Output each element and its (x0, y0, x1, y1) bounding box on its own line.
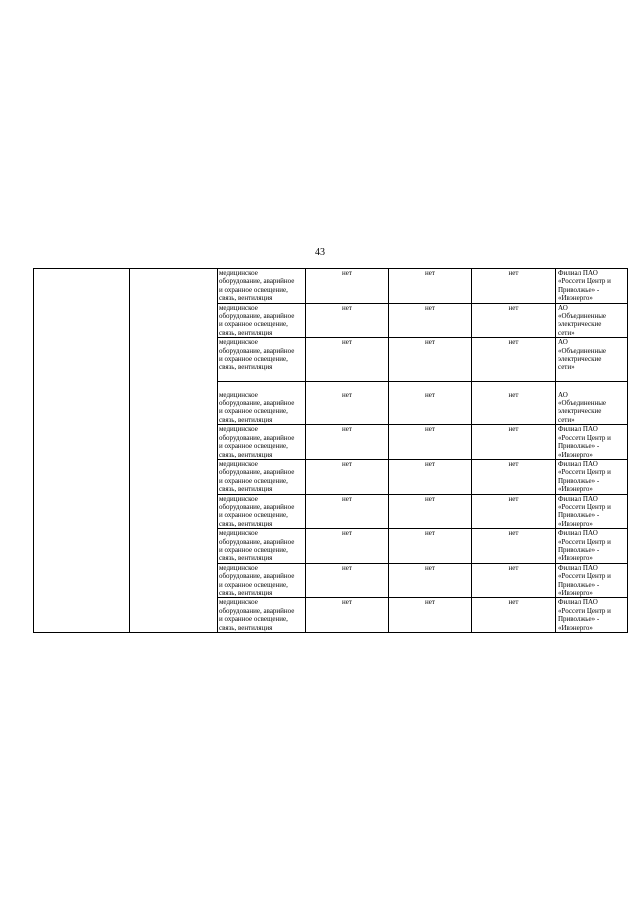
organization-cell: АО «Объединенные электрические сети» (556, 382, 628, 425)
description-cell: медицинское оборудование, аварийное и охранное освещение, связь, вентиляция (218, 598, 306, 633)
value-cell-2: нет (389, 494, 472, 529)
value-cell-2: нет (389, 382, 472, 425)
value-cell-3: нет (472, 459, 556, 494)
description-cell: медицинское оборудование, аварийное и охранное освещение, связь, вентиляция (218, 425, 306, 460)
organization-cell: Филиал ПАО «Россети Центр и Приволжье» - «Ивэнерго» (556, 529, 628, 564)
description-cell: медицинское оборудование, аварийное и охранное освещение, связь, вентиляция (218, 529, 306, 564)
table-body (34, 269, 628, 633)
value-cell-3: нет (472, 598, 556, 633)
value-cell-3: нет (472, 338, 556, 382)
page-number: 43 (315, 247, 325, 258)
merged-cell-second (130, 269, 218, 633)
organization-cell: АО «Объединенные электрические сети» (556, 303, 628, 338)
value-cell-1: нет (306, 303, 389, 338)
value-cell-1: нет (306, 425, 389, 460)
value-cell-3: нет (472, 425, 556, 460)
organization-cell: Филиал ПАО «Россети Центр и Приволжье» - «Ивэнерго» (556, 459, 628, 494)
value-cell-2: нет (389, 459, 472, 494)
description-cell: медицинское оборудование, аварийное и охранное освещение, связь, вентиляция (218, 338, 306, 382)
value-cell-1: нет (306, 598, 389, 633)
value-cell-1: нет (306, 459, 389, 494)
organization-cell: АО «Объединенные электрические сети» (556, 338, 628, 382)
value-cell-2: нет (389, 563, 472, 598)
merged-cell-left (34, 269, 130, 633)
value-cell-1: нет (306, 529, 389, 564)
value-cell-3: нет (472, 269, 556, 304)
value-cell-1: нет (306, 382, 389, 425)
value-cell-2: нет (389, 529, 472, 564)
organization-cell: Филиал ПАО «Россети Центр и Приволжье» - «Ивэнерго» (556, 598, 628, 633)
value-cell-2: нет (389, 598, 472, 633)
value-cell-1: нет (306, 338, 389, 382)
value-cell-2: нет (389, 338, 472, 382)
value-cell-2: нет (389, 303, 472, 338)
description-cell: медицинское оборудование, аварийное и охранное освещение, связь, вентиляция (218, 459, 306, 494)
table-row (34, 269, 628, 304)
organization-cell: Филиал ПАО «Россети Центр и Приволжье» - «Ивэнерго» (556, 269, 628, 304)
value-cell-3: нет (472, 529, 556, 564)
value-cell-3: нет (472, 303, 556, 338)
data-table (33, 268, 628, 633)
organization-cell: Филиал ПАО «Россети Центр и Приволжье» - «Ивэнерго» (556, 425, 628, 460)
description-cell: медицинское оборудование, аварийное и охранное освещение, связь, вентиляция (218, 494, 306, 529)
description-cell: медицинское оборудование, аварийное и охранное освещение, связь, вентиляция (218, 382, 306, 425)
organization-cell: Филиал ПАО «Россети Центр и Приволжье» - «Ивэнерго» (556, 563, 628, 598)
value-cell-1: нет (306, 494, 389, 529)
value-cell-2: нет (389, 269, 472, 304)
value-cell-1: нет (306, 563, 389, 598)
organization-cell: Филиал ПАО «Россети Центр и Приволжье» - «Ивэнерго» (556, 494, 628, 529)
value-cell-3: нет (472, 494, 556, 529)
description-cell: медицинское оборудование, аварийное и охранное освещение, связь, вентиляция (218, 303, 306, 338)
value-cell-3: нет (472, 382, 556, 425)
description-cell: медицинское оборудование, аварийное и охранное освещение, связь, вентиляция (218, 269, 306, 304)
description-cell: медицинское оборудование, аварийное и охранное освещение, связь, вентиляция (218, 563, 306, 598)
value-cell-1: нет (306, 269, 389, 304)
value-cell-3: нет (472, 563, 556, 598)
value-cell-2: нет (389, 425, 472, 460)
